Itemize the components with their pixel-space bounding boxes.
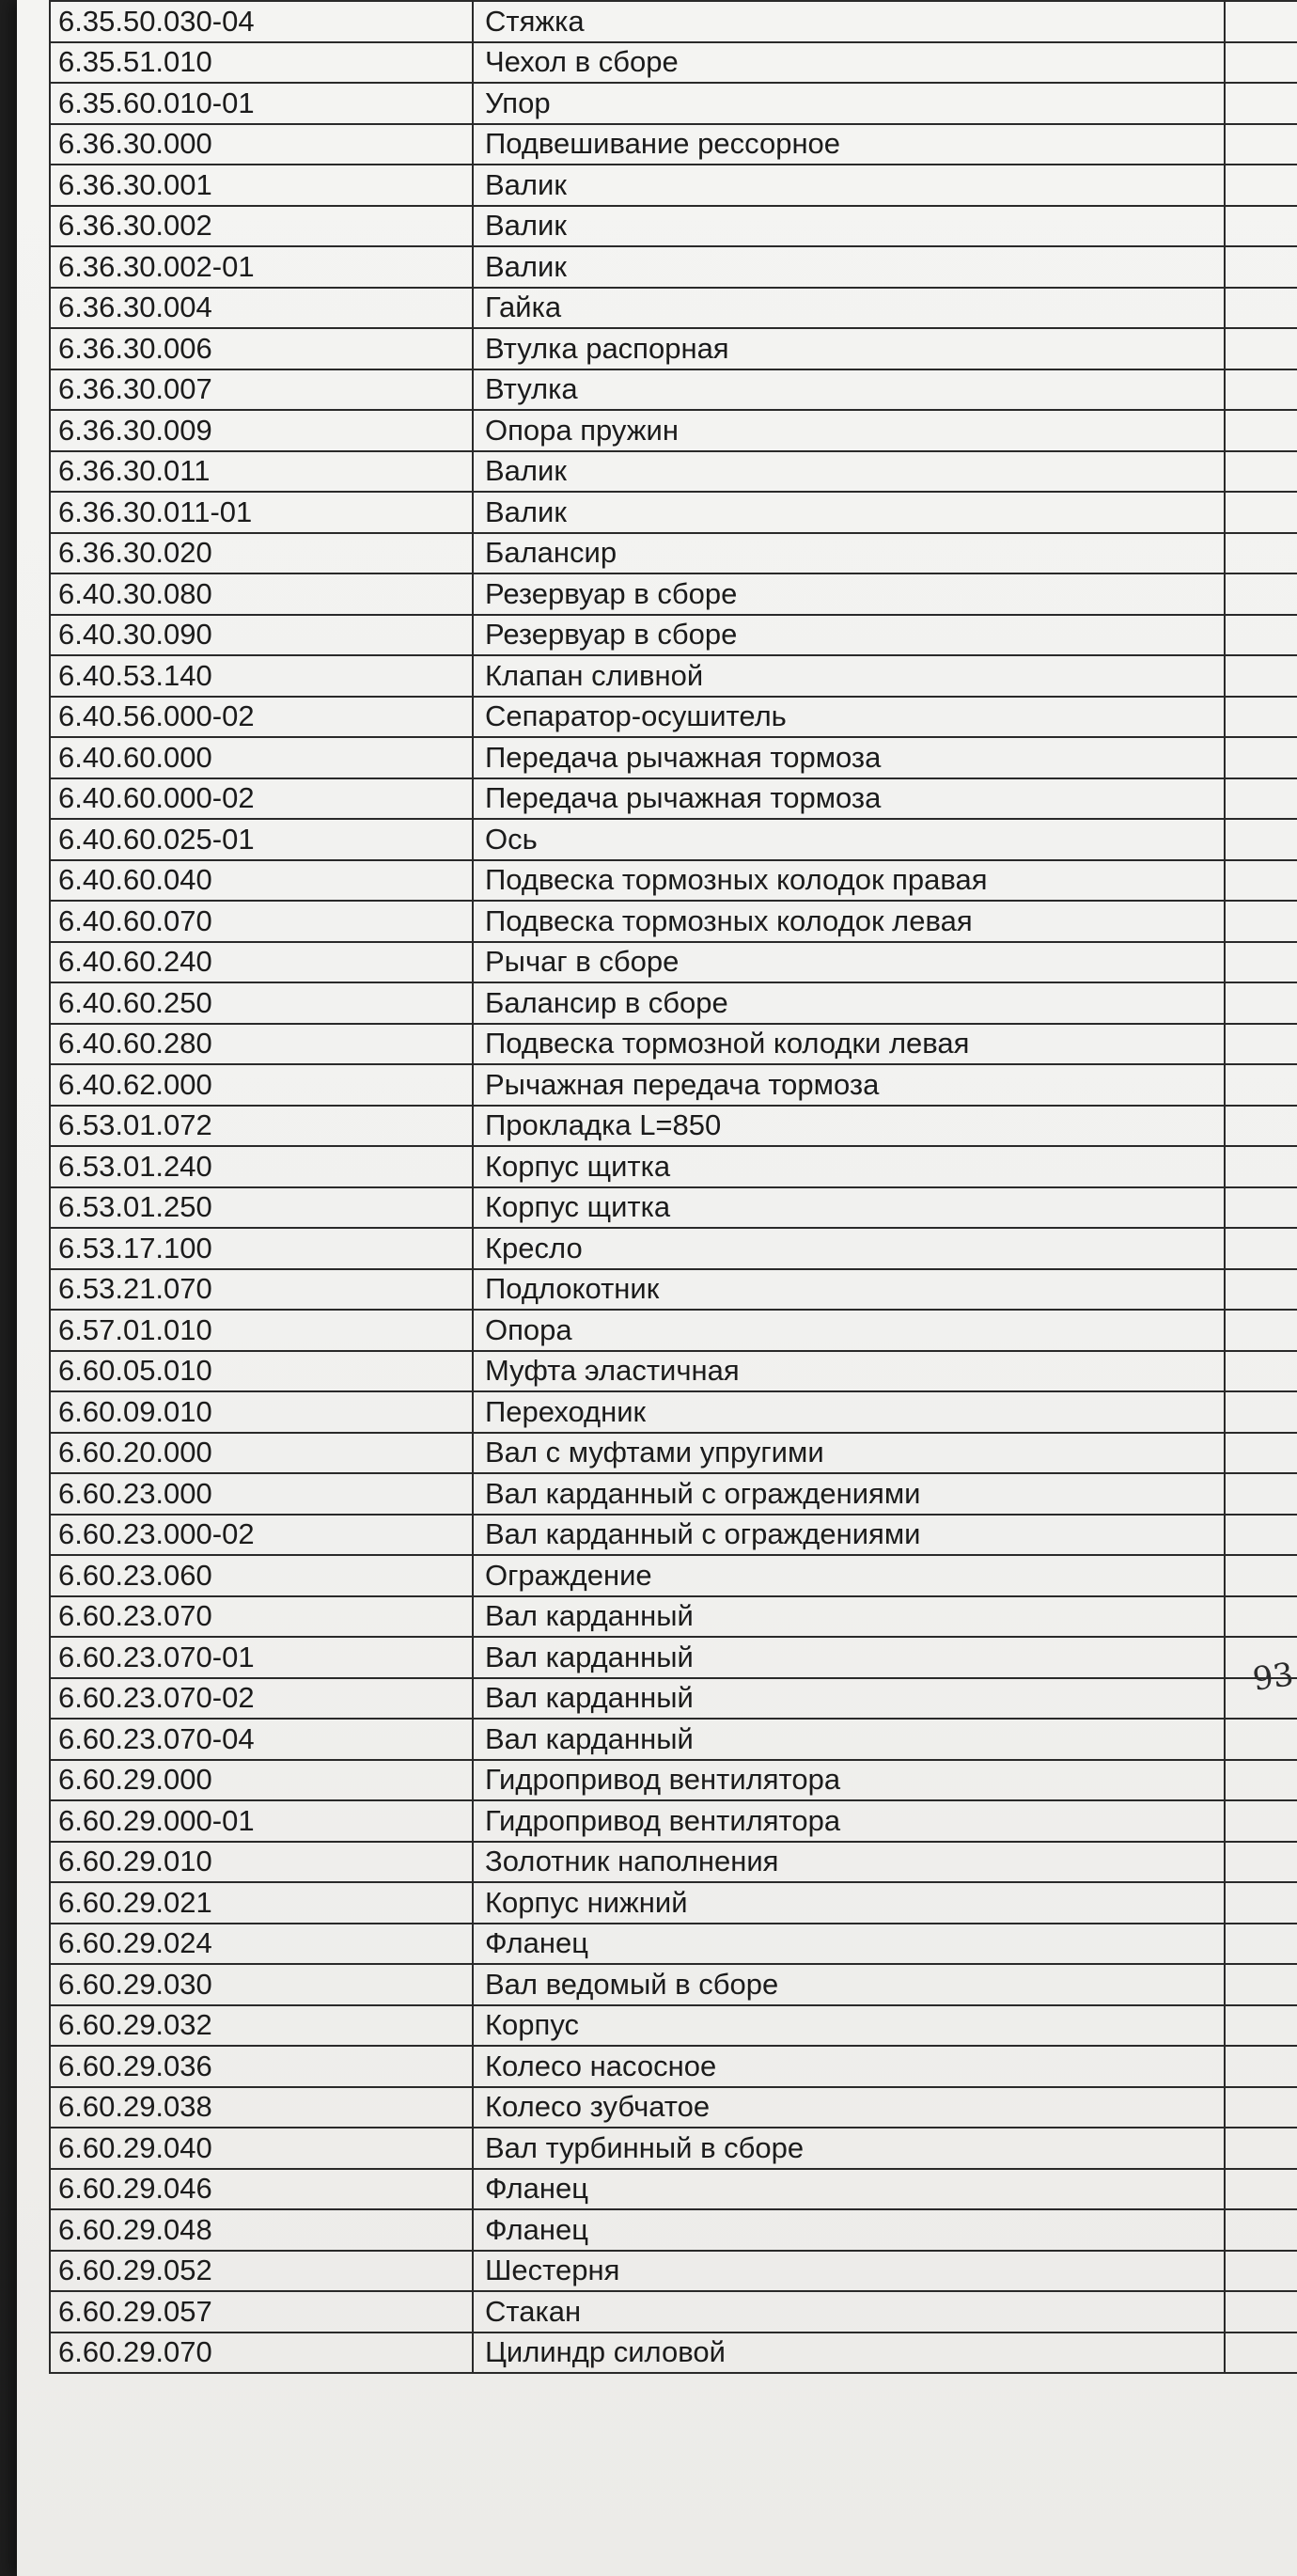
table-row	[50, 1964, 1297, 2005]
table-row	[50, 2251, 1297, 2292]
table-row	[50, 1064, 1297, 1106]
part-code-cell: 6.60.29.010	[50, 1842, 473, 1883]
table-row	[50, 2169, 1297, 2210]
empty-cell	[1225, 778, 1297, 820]
empty-cell	[1225, 492, 1297, 533]
table-row	[50, 1637, 1297, 1678]
empty-cell	[1225, 697, 1297, 738]
part-name-cell: Валик	[473, 451, 1225, 493]
part-code-cell: 6.60.23.070-01	[50, 1637, 473, 1678]
table-row	[50, 1760, 1297, 1801]
part-name-cell: Валик	[473, 492, 1225, 533]
part-code-cell: 6.53.01.240	[50, 1146, 473, 1187]
empty-cell	[1225, 860, 1297, 902]
part-name-cell: Вал карданный	[473, 1637, 1225, 1678]
part-code-cell: 6.60.29.057	[50, 2291, 473, 2333]
part-name-cell: Вал ведомый в сборе	[473, 1964, 1225, 2005]
part-name-cell: Ось	[473, 819, 1225, 860]
empty-cell	[1225, 2087, 1297, 2128]
empty-cell	[1225, 369, 1297, 411]
part-name-cell: Кресло	[473, 1228, 1225, 1269]
part-code-cell: 6.40.60.240	[50, 942, 473, 983]
empty-cell	[1225, 1310, 1297, 1351]
part-code-cell: 6.60.20.000	[50, 1433, 473, 1474]
table-row	[50, 1433, 1297, 1474]
part-name-cell: Гидропривод вентилятора	[473, 1800, 1225, 1842]
part-code-cell: 6.36.30.000	[50, 124, 473, 165]
part-code-cell: 6.60.29.046	[50, 2169, 473, 2210]
empty-cell	[1225, 1924, 1297, 1965]
empty-cell	[1225, 246, 1297, 288]
part-name-cell: Переходник	[473, 1391, 1225, 1433]
part-name-cell: Фланец	[473, 2169, 1225, 2210]
table-row	[50, 819, 1297, 860]
part-name-cell: Валик	[473, 246, 1225, 288]
part-code-cell: 6.40.60.000-02	[50, 778, 473, 820]
empty-cell	[1225, 2169, 1297, 2210]
part-name-cell: Клапан сливной	[473, 655, 1225, 697]
part-code-cell: 6.36.30.004	[50, 288, 473, 329]
table-row	[50, 2291, 1297, 2333]
table-row	[50, 1924, 1297, 1965]
part-name-cell: Вал карданный	[473, 1678, 1225, 1720]
table-row	[50, 697, 1297, 738]
part-code-cell: 6.36.30.009	[50, 410, 473, 451]
part-code-cell: 6.60.23.060	[50, 1555, 473, 1596]
part-code-cell: 6.40.60.250	[50, 982, 473, 1024]
empty-cell	[1225, 2251, 1297, 2292]
table-row	[50, 737, 1297, 778]
empty-cell	[1225, 1228, 1297, 1269]
table-row	[50, 1269, 1297, 1311]
table-row	[50, 860, 1297, 902]
empty-cell	[1225, 2209, 1297, 2251]
part-name-cell: Рычажная передача тормоза	[473, 1064, 1225, 1106]
part-name-cell: Корпус	[473, 2005, 1225, 2047]
empty-cell	[1225, 1555, 1297, 1596]
part-code-cell: 6.60.29.032	[50, 2005, 473, 2047]
part-code-cell: 6.60.29.048	[50, 2209, 473, 2251]
part-code-cell: 6.35.50.030-04	[50, 1, 473, 42]
part-name-cell: Цилиндр силовой	[473, 2333, 1225, 2374]
part-code-cell: 6.60.09.010	[50, 1391, 473, 1433]
empty-cell	[1225, 982, 1297, 1024]
part-code-cell: 6.40.60.000	[50, 737, 473, 778]
part-code-cell: 6.36.30.011	[50, 451, 473, 493]
empty-cell	[1225, 819, 1297, 860]
part-code-cell: 6.36.30.006	[50, 328, 473, 369]
part-name-cell: Втулка	[473, 369, 1225, 411]
empty-cell	[1225, 737, 1297, 778]
empty-cell	[1225, 83, 1297, 124]
table-row	[50, 2333, 1297, 2374]
part-code-cell: 6.40.60.040	[50, 860, 473, 902]
empty-cell	[1225, 1187, 1297, 1229]
part-name-cell: Стяжка	[473, 1, 1225, 42]
part-code-cell: 6.36.30.007	[50, 369, 473, 411]
table-row	[50, 1842, 1297, 1883]
part-name-cell: Сепаратор-осушитель	[473, 697, 1225, 738]
part-code-cell: 6.36.30.001	[50, 165, 473, 206]
part-code-cell: 6.36.30.011-01	[50, 492, 473, 533]
table-row	[50, 1515, 1297, 1556]
part-code-cell: 6.53.01.072	[50, 1106, 473, 1147]
part-code-cell: 6.53.21.070	[50, 1269, 473, 1311]
part-name-cell: Упор	[473, 83, 1225, 124]
part-name-cell: Корпус щитка	[473, 1187, 1225, 1229]
table-row	[50, 2087, 1297, 2128]
part-name-cell: Вал карданный	[473, 1719, 1225, 1760]
empty-cell	[1225, 1106, 1297, 1147]
empty-cell	[1225, 2005, 1297, 2047]
part-name-cell: Валик	[473, 165, 1225, 206]
part-name-cell: Балансир	[473, 533, 1225, 574]
table-row	[50, 369, 1297, 411]
part-name-cell: Чехол в сборе	[473, 42, 1225, 84]
table-row	[50, 1, 1297, 42]
empty-cell	[1225, 533, 1297, 574]
table-row	[50, 2046, 1297, 2087]
empty-cell	[1225, 451, 1297, 493]
table-row	[50, 1228, 1297, 1269]
table-row	[50, 615, 1297, 656]
part-name-cell: Корпус щитка	[473, 1146, 1225, 1187]
part-code-cell: 6.40.30.090	[50, 615, 473, 656]
part-name-cell: Вал карданный с ограждениями	[473, 1515, 1225, 1556]
document-page	[17, 0, 1297, 2576]
part-name-cell: Опора	[473, 1310, 1225, 1351]
table-row	[50, 288, 1297, 329]
table-row	[50, 1473, 1297, 1515]
table-row	[50, 1146, 1297, 1187]
table-row	[50, 573, 1297, 615]
empty-cell	[1225, 1882, 1297, 1924]
part-code-cell: 6.40.53.140	[50, 655, 473, 697]
part-name-cell: Резервуар в сборе	[473, 573, 1225, 615]
table-row	[50, 328, 1297, 369]
table-row	[50, 1882, 1297, 1924]
empty-cell	[1225, 328, 1297, 369]
part-code-cell: 6.60.29.030	[50, 1964, 473, 2005]
part-name-cell: Втулка распорная	[473, 328, 1225, 369]
table-row	[50, 533, 1297, 574]
empty-cell	[1225, 1473, 1297, 1515]
part-code-cell: 6.40.60.025-01	[50, 819, 473, 860]
part-code-cell: 6.35.60.010-01	[50, 83, 473, 124]
part-code-cell: 6.60.23.000-02	[50, 1515, 473, 1556]
table-row	[50, 1555, 1297, 1596]
empty-cell	[1225, 1760, 1297, 1801]
table-row	[50, 492, 1297, 533]
table-row	[50, 982, 1297, 1024]
part-code-cell: 6.60.05.010	[50, 1351, 473, 1392]
table-row	[50, 1024, 1297, 1065]
empty-cell	[1225, 1, 1297, 42]
part-code-cell: 6.35.51.010	[50, 42, 473, 84]
table-row	[50, 410, 1297, 451]
part-name-cell: Вал карданный с ограждениями	[473, 1473, 1225, 1515]
part-name-cell: Передача рычажная тормоза	[473, 737, 1225, 778]
part-code-cell: 6.57.01.010	[50, 1310, 473, 1351]
part-name-cell: Передача рычажная тормоза	[473, 778, 1225, 820]
empty-cell	[1225, 1351, 1297, 1392]
table-row	[50, 901, 1297, 942]
part-name-cell: Золотник наполнения	[473, 1842, 1225, 1883]
table-row	[50, 2128, 1297, 2169]
part-code-cell: 6.60.23.070-04	[50, 1719, 473, 1760]
part-code-cell: 6.60.29.052	[50, 2251, 473, 2292]
table-row	[50, 1678, 1297, 1720]
part-code-cell: 6.60.29.070	[50, 2333, 473, 2374]
empty-cell	[1225, 2128, 1297, 2169]
part-code-cell: 6.36.30.020	[50, 533, 473, 574]
table-row	[50, 1719, 1297, 1760]
part-code-cell: 6.60.23.070	[50, 1596, 473, 1638]
parts-table	[49, 0, 1297, 2374]
empty-cell	[1225, 1842, 1297, 1883]
table-row	[50, 1800, 1297, 1842]
table-row	[50, 1351, 1297, 1392]
part-name-cell: Балансир в сборе	[473, 982, 1225, 1024]
empty-cell	[1225, 2046, 1297, 2087]
part-name-cell: Гайка	[473, 288, 1225, 329]
table-row	[50, 83, 1297, 124]
empty-cell	[1225, 288, 1297, 329]
part-code-cell: 6.60.23.070-02	[50, 1678, 473, 1720]
empty-cell	[1225, 42, 1297, 84]
part-name-cell: Ограждение	[473, 1555, 1225, 1596]
empty-cell	[1225, 2333, 1297, 2374]
part-code-cell: 6.60.29.024	[50, 1924, 473, 1965]
part-name-cell: Вал карданный	[473, 1596, 1225, 1638]
part-code-cell: 6.40.30.080	[50, 573, 473, 615]
part-code-cell: 6.60.29.000-01	[50, 1800, 473, 1842]
part-name-cell: Колесо зубчатое	[473, 2087, 1225, 2128]
empty-cell	[1225, 1800, 1297, 1842]
part-name-cell: Фланец	[473, 2209, 1225, 2251]
table-row	[50, 1391, 1297, 1433]
empty-cell	[1225, 1269, 1297, 1311]
part-name-cell: Подвеска тормозной колодки левая	[473, 1024, 1225, 1065]
part-code-cell: 6.60.29.038	[50, 2087, 473, 2128]
part-name-cell: Подлокотник	[473, 1269, 1225, 1311]
empty-cell	[1225, 1433, 1297, 1474]
table-row	[50, 206, 1297, 247]
empty-cell	[1225, 1964, 1297, 2005]
part-code-cell: 6.36.30.002-01	[50, 246, 473, 288]
part-code-cell: 6.60.29.021	[50, 1882, 473, 1924]
part-name-cell: Муфта эластичная	[473, 1351, 1225, 1392]
empty-cell	[1225, 655, 1297, 697]
part-name-cell: Подвеска тормозных колодок левая	[473, 901, 1225, 942]
part-code-cell: 6.40.60.280	[50, 1024, 473, 1065]
table-row	[50, 1106, 1297, 1147]
part-name-cell: Гидропривод вентилятора	[473, 1760, 1225, 1801]
empty-cell	[1225, 165, 1297, 206]
part-code-cell: 6.60.23.000	[50, 1473, 473, 1515]
table-row	[50, 1596, 1297, 1638]
table-row	[50, 2209, 1297, 2251]
table-row	[50, 1187, 1297, 1229]
part-name-cell: Прокладка L=850	[473, 1106, 1225, 1147]
empty-cell	[1225, 1064, 1297, 1106]
empty-cell	[1225, 942, 1297, 983]
parts-table-body	[50, 1, 1297, 2373]
part-code-cell: 6.60.29.000	[50, 1760, 473, 1801]
table-row	[50, 2005, 1297, 2047]
part-name-cell: Опора пружин	[473, 410, 1225, 451]
empty-cell	[1225, 1024, 1297, 1065]
part-code-cell: 6.53.17.100	[50, 1228, 473, 1269]
table-row	[50, 1310, 1297, 1351]
table-row	[50, 655, 1297, 697]
part-code-cell: 6.40.60.070	[50, 901, 473, 942]
table-row	[50, 451, 1297, 493]
empty-cell	[1225, 1515, 1297, 1556]
empty-cell	[1225, 206, 1297, 247]
part-name-cell: Вал с муфтами упругими	[473, 1433, 1225, 1474]
part-code-cell: 6.60.29.040	[50, 2128, 473, 2169]
part-name-cell: Фланец	[473, 1924, 1225, 1965]
empty-cell	[1225, 124, 1297, 165]
table-row	[50, 778, 1297, 820]
part-code-cell: 6.53.01.250	[50, 1187, 473, 1229]
empty-cell	[1225, 1596, 1297, 1638]
empty-cell	[1225, 901, 1297, 942]
part-code-cell: 6.60.29.036	[50, 2046, 473, 2087]
table-row	[50, 942, 1297, 983]
empty-cell	[1225, 1391, 1297, 1433]
part-name-cell: Колесо насосное	[473, 2046, 1225, 2087]
empty-cell	[1225, 615, 1297, 656]
part-name-cell: Валик	[473, 206, 1225, 247]
part-code-cell: 6.36.30.002	[50, 206, 473, 247]
part-name-cell: Рычаг в сборе	[473, 942, 1225, 983]
empty-cell	[1225, 1146, 1297, 1187]
part-name-cell: Подвеска тормозных колодок правая	[473, 860, 1225, 902]
part-name-cell: Корпус нижний	[473, 1882, 1225, 1924]
table-row	[50, 124, 1297, 165]
empty-cell	[1225, 1719, 1297, 1760]
part-name-cell: Вал турбинный в сборе	[473, 2128, 1225, 2169]
empty-cell	[1225, 573, 1297, 615]
table-row	[50, 165, 1297, 206]
part-code-cell: 6.40.56.000-02	[50, 697, 473, 738]
empty-cell	[1225, 410, 1297, 451]
part-name-cell: Подвешивание рессорное	[473, 124, 1225, 165]
table-row	[50, 42, 1297, 84]
empty-cell	[1225, 2291, 1297, 2333]
part-name-cell: Стакан	[473, 2291, 1225, 2333]
part-name-cell: Резервуар в сборе	[473, 615, 1225, 656]
part-code-cell: 6.40.62.000	[50, 1064, 473, 1106]
handwritten-mark: 93	[1250, 1656, 1296, 1699]
table-row	[50, 246, 1297, 288]
part-name-cell: Шестерня	[473, 2251, 1225, 2292]
